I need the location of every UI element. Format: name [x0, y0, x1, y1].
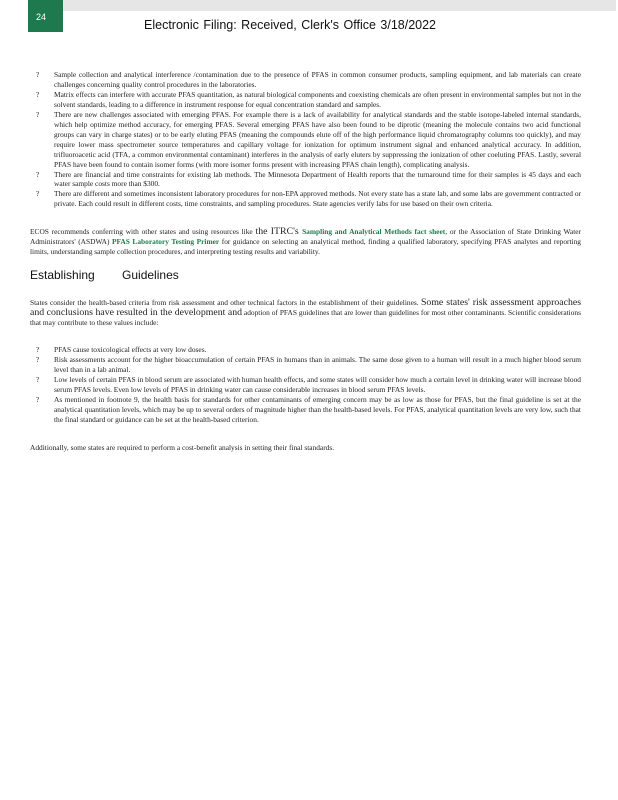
- list-item: [30, 110, 581, 170]
- list-item-text: Matrix effects can interfere with accurate PFAS quantitation, as natural biological components and coexisting chemicals are often present in environmental samples but not in the solvent standards, leading to a difference in instrument response for equal concentration standard and samples.: [54, 89, 581, 109]
- guidelines-text-pre: States consider the health-based criteria from risk assessment and other technical factors in the establishment of their guidelines.: [30, 298, 421, 308]
- list-item: [30, 395, 581, 425]
- list-item-text: There are new challenges associated with emerging PFAS. For example there is a lack of availability for analytical standards and the stable isotope-labeled internal standards, which help optimize method accuracy, for emerging PFAS. Several emerging PFAS have also been found to be diprotic (meaning the molecule contains two acid functional groups can vary in charge states) or to be early eluting PFAS (meaning the compounds elute off of the high performance liquid chromatography columns too quickly), and may require lower mass spectrometer source temperatures and capillary voltage for ionization for optimum instrument signal and enhanced analytical accuracy. In addition, trifluoroacetic acid (TFA, a common environmental contaminant) interferes in the analysis of early eluters by suppressing the ionization of other coeluting PFAS. Lastly, several PFAS have been found to contain isomer forms (with more isomer forms present with increasing PFAS chain length), complicating analysis.: [54, 109, 581, 169]
- list-item: [30, 355, 581, 375]
- page-number-badge: 24: [28, 0, 63, 32]
- bullet-marker: ?: [36, 89, 40, 99]
- bullet-marker: ?: [36, 345, 40, 355]
- list-item-text: PFAS cause toxicological effects at very low doses.: [54, 345, 207, 355]
- list-item-text: Sample collection and analytical interference /contamination due to the presence of PFAS in common consumer products, sampling equipment, and lab materials can create challenges concerning quality control procedures in the laboratories.: [54, 70, 581, 89]
- ecos-text-mid: , or the Association of State Drinking Water Administrators' (ASDWA): [30, 227, 582, 247]
- challenges-list: [30, 70, 581, 209]
- list-item-text: As mentioned in footnote 9, the health basis for standards for other contaminants of emerging concern may be as low as those for PFAS, but the final guideline is set at the analytical quantitation levels, which may be up to several orders of magnitude higher than the health-based levels. For PFAS, analytical quantitation levels are very low, such that the final standard or guidance can be set at the health-based criterion.: [54, 394, 581, 424]
- ecos-recommendation: [30, 227, 581, 257]
- asdwa-primer-link[interactable]: PFAS Laboratory Testing Primer: [111, 237, 220, 247]
- guidelines-paragraph: [30, 298, 581, 328]
- bullet-marker: ?: [36, 394, 40, 404]
- list-item: [30, 345, 581, 355]
- ecos-text-pre: ECOS recommends conferring with other states and using resources like: [30, 227, 256, 237]
- guidelines-text-emphasis: Some states' risk assessment approaches and conclusions have resulted in the development and: [30, 297, 582, 319]
- top-rule: [63, 0, 616, 11]
- ecos-text-itrc: the ITRC's: [255, 226, 303, 238]
- list-item: [30, 170, 581, 190]
- section-heading: Establishing Guidelines: [30, 268, 179, 283]
- list-item-text: There are different and sometimes inconsistent laboratory procedures for non-EPA approved methods. Not every state has a state lab, and some labs are government contracted or private. Each could result in different costs, time constraints, and sampling procedures. State agencies verify labs for use based on their own criteria.: [54, 189, 581, 209]
- list-item: [30, 70, 581, 90]
- list-item-text: Risk assessments account for the higher bioaccumulation of certain PFAS in humans than in animals. The same dose given to a human will result in a much higher blood serum level than in a lab animal.: [54, 355, 581, 374]
- bullet-marker: ?: [36, 109, 40, 119]
- bullet-marker: ?: [36, 70, 40, 79]
- final-paragraph: Additionally, some states are required to perform a cost-benefit analysis in setting their final standards.: [30, 442, 335, 452]
- bullet-marker: ?: [36, 169, 40, 179]
- list-item-text: There are financial and time constraints for existing lab methods. The Minnesota Department of Health reports that the turnaround time for their samples is 45 days and each water sample costs more than $300.: [54, 169, 581, 189]
- list-item: [30, 90, 581, 110]
- ecos-text-post: for guidance on selecting an analytical method, finding a qualified laboratory, specifying PFAS analytes and reporting limits, understanding sample collection procedures, and interpreting testing results and variability.: [30, 237, 581, 257]
- list-item: [30, 189, 581, 209]
- guidelines-text-post: adoption of PFAS guidelines that are lower than guidelines for most other contaminants. Scientific considerations that may contribute to these values include:: [30, 308, 581, 328]
- bullet-marker: ?: [36, 355, 40, 365]
- list-item: [30, 375, 581, 395]
- list-item-text: Low levels of certain PFAS in blood serum are associated with human health effects, and some states will consider how much a certain level in drinking water will increase blood serum PFAS levels. Even low levels of PFAS in drinking water can cause considerable increases in blood serum PFAS levels.: [54, 374, 581, 394]
- document-body: [30, 70, 581, 453]
- bullet-marker: ?: [36, 374, 40, 384]
- considerations-list: [30, 345, 581, 425]
- filing-header: Electronic Filing: Received, Clerk's Office 3/18/2022: [144, 18, 437, 32]
- bullet-marker: ?: [36, 189, 40, 199]
- itrc-fact-sheet-link[interactable]: Sampling and Analytical Methods fact sheet: [302, 227, 446, 237]
